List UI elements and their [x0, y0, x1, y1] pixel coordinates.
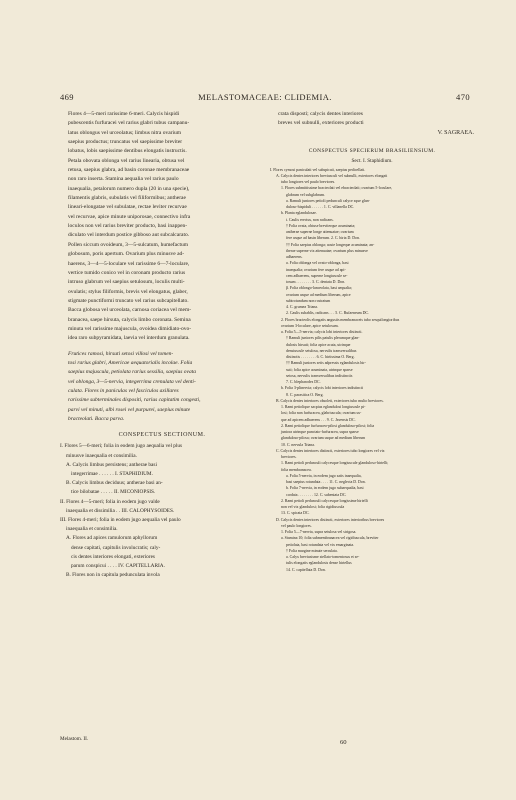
species-key-line: dulosis hirsuti; folia apice acuta, utrinque [286, 342, 351, 347]
species-key-line: therae superne vix attenuatae; ovarium plus minusve [286, 248, 368, 253]
signature-mark: Melastom. II. [60, 736, 89, 742]
species-key-line: setosa, nervulis transversalibus indistinctis [286, 373, 353, 378]
section-key-line: tice bilobatae . . . . . II. MICONIOPSIS. [71, 489, 156, 496]
continued-key [270, 110, 474, 129]
species-key-line: D. Calycis dentes interiores distincti, exteriores interioribus breviores [276, 517, 385, 522]
species-key-line: antherae superne longe attenuatae; ovarium [286, 230, 354, 235]
section-key-line: parum conspicui . . . . IV. CAPITELLARIA. [71, 562, 165, 569]
species-key-line: b. Folia 3-plinervia; calycis lobi interiores indistincti [281, 386, 364, 391]
species-key-line: β. Folia oblongo-lanceolata, basi aequalia; [286, 286, 352, 291]
species-key-line: 1. Folia 5—7-nervia, supra setulosa vel strigosa. [281, 530, 357, 535]
section-key-line: B. Flores non in capitula pedunculata invola [66, 572, 160, 579]
species-key-line: I. Flores cymosi paniculati vel subspicati, saepius pedicellati. [270, 167, 366, 172]
section-key-line: II. Flores 4—5-meri; folia in eodem jugo valde [60, 498, 160, 505]
section-key-line: cis dentes interiores elongati, exteriores [71, 553, 155, 560]
paragraph-line: Pollen siccum ovoideum, 3—5-sulcatum, humefactum [68, 241, 189, 248]
conspectus-sectionum-heading: CONSPECTUS SECTIONUM. [118, 432, 206, 439]
species-key-line: a. Ramuli juniores petioli pedunculi calyce sque glan- [286, 198, 370, 203]
running-title: MELASTOMACEAE: CLIDEMIA. [198, 92, 332, 102]
left-column [60, 110, 264, 580]
section-key-line: III. Flores 4-meri; folia in eodem jugo aequalia vel paulo [60, 516, 181, 523]
section-key-line: integerrimae . . . . . . I. STAPHIDIUM. [71, 470, 153, 477]
paragraph-line: saepius majuscula, petiolata rarius sessilia, saepius ovata [68, 369, 197, 376]
species-key-line: vel paulo longiores. [281, 523, 312, 528]
species-key-line: †† Folia saepius oblonga; acute longeque acuminata; an- [286, 242, 375, 247]
paragraph-line: minuta vel rarissime majuscula, ovoidea dimidiato-ovo- [68, 325, 192, 332]
paragraph-line: Flores 4—5-meri rarissime 6-meri. Calycis hispidi [68, 111, 180, 117]
species-key-line: 2. Rami petioli pedunculi calycesque longissime hirtelli [281, 498, 368, 503]
paragraph-line: tosi rarius glabri, Americae aequatorialis incolae. Folia [68, 359, 193, 366]
species-key-line: fere usque ad basin liberum. 2. C. hirta D. Don. [286, 236, 360, 241]
paragraph-line: parvi vel minuti, albi rosei vel purpurei, saepius minute [68, 406, 191, 413]
species-key-line: †† Ramuli juniores setis adpressis eglandulosis hir- [286, 361, 366, 366]
species-key-line: folia membranacea. [281, 467, 312, 472]
genus-description [60, 110, 264, 344]
running-header [60, 92, 470, 104]
paragraph-line: ovulatis; stylus filiformis, brevis vel elongatus, glaber, [68, 288, 188, 295]
section-key-line: dense capitati, capitulis involucratis; caly- [71, 544, 161, 551]
page-number-left: 469 [60, 92, 74, 102]
section-key-line: A. Calycis limbus persistens; antherae basi [66, 461, 157, 468]
paragraph-line: filamentis glabris, subulatis vel filiformibus; antherae [68, 195, 186, 202]
species-key-line: inaequalia; ovarium fere usque ad api- [286, 267, 346, 272]
paragraph-line: diculato vel interdum postice gibboso aut subcalcarato. [68, 232, 190, 239]
paragraph-line: Frutices ramosi, hirsuti setosi villosi vel tomen- [68, 350, 174, 357]
species-key-line: † Folia margine minute serrulata. [286, 548, 338, 553]
species-key-line: ovarium usque ad medium liberum, apice [286, 292, 351, 297]
species-key-line: non vel vix glandulosi; folia rigidiuscula [281, 505, 345, 510]
species-key-line: 14. C. capitellata D. Don. [286, 567, 326, 572]
paragraph-line: bracteolati. Bacca parva. [68, 416, 125, 422]
species-key-line: juniora utrinque punctato-furfuracea, supra sparse [281, 430, 359, 435]
species-key-line: adhaerens. [286, 255, 303, 260]
species-key [270, 167, 474, 573]
species-key-line: 13. C. spicata DC. [281, 511, 310, 516]
species-key-line: duloso-hispiduli . . . . . . 1. C. villanella DC. [286, 205, 355, 210]
species-key-line: B. Calycis dentes interiores obsoleti, exteriores tubo multo breviores. [276, 398, 384, 403]
species-key-line: 4. C. grumea Triana. [286, 305, 318, 310]
right-column [270, 110, 474, 573]
species-key-line: C. Calycis dentes interiores distincti, exteriores tubo longiores vel vix [276, 448, 385, 453]
species-key-line: tulis elongatis eglandulosis dense hirtellus [286, 561, 352, 566]
section-key-line: inaequalia et consimilia. [66, 526, 118, 533]
species-key-line: 2. Flores bracteolis elongatis angustis membranaceis tubo sesquilongioribus [281, 317, 400, 322]
paragraph-line: Petala obovata oblonga vel rarius linearia, obtusa vel [68, 157, 185, 164]
paragraph-line: saepius productus; truncatus vel saepissime breviter [68, 139, 183, 146]
species-key-line: tosum . . . . . . . . 3. C. dentata D. Don. [286, 280, 346, 285]
paragraph-line: retusa, saepius glabra, ad basin coronae membranaceae [68, 167, 190, 174]
key-line: crata disposti; calycis dentes interiores [278, 111, 363, 117]
section-key-line: I. Flores 5—6-meri; folia in eodem jugo aequalia vel plus [60, 443, 183, 450]
section-key-line: inaequalia et dissimilia . . III. CALOPHYSOIDES. [66, 507, 175, 514]
paragraph-line: Bacca globosa vel urceolata, carnosa coriacea vel mem- [68, 307, 192, 314]
paragraph-line: culata. Flores in paniculas vel fasciculos axillares [68, 387, 179, 394]
species-key-line: a. Folia 5—5-nervia; calycis lobi interiores distincti. [281, 330, 363, 335]
species-key-line: i. Caulis erectus, non radicans. [286, 217, 334, 222]
species-key-line: losi; folia non furfuracea, glabriuscula; ovarium us- [281, 411, 362, 416]
habit-description [60, 350, 264, 425]
paragraph-line: vel oblonga, 3—5-nervia, integerrima crenulata vel denti- [68, 378, 196, 385]
key-line: breves vel subnulli, exteriores producti [278, 120, 364, 127]
species-key-line: † Ramuli juniores pilis patulis plerumque glan- [286, 336, 360, 341]
species-key-line: a. Folia 5-nervia, in eodem jugo satis inaequalia, [286, 473, 362, 478]
section-key-line: A. Flores ad apices ramulorum aphyllorum [66, 535, 158, 542]
species-key-line: distinctis . . . . . . . . 6. C. hirtissima O. Berg. [286, 355, 355, 360]
paragraph-line: lobatus, lobis saepissime dentibus elongatis instructis. [68, 148, 187, 155]
section-key-line: minusve inaequalia et consimilia. [66, 452, 137, 459]
paragraph-line: haerens, 3—4—5-loculare vel rarissime 6—7-loculare, [68, 260, 190, 267]
species-key-line: 1. Flores submittissime bracteolati vel ebracteolati; ovarium 5-loculare, [281, 186, 393, 191]
species-key-line: que ad apicem adhaerens . . . 9. C. Javensis DC. [281, 417, 356, 422]
paragraph-line: vertice tumido conico vel in coronam producto rarius [68, 269, 186, 276]
species-key-line: 2. Caulis subablis, radicans . . . 5. C. Rufaeneum DC. [286, 311, 369, 316]
paragraph-line: latus oblongus vel urceolatus; limbus nitra ovarium [68, 129, 182, 136]
species-key-line: tubo longiores vel paulo breviores. [281, 180, 336, 185]
species-key-line: subtrotundum non rostratum [286, 298, 331, 303]
species-key-line: basi saepius rotundata . . . . 11. C. neglecta D. Don. [286, 480, 366, 485]
section-key [60, 442, 264, 580]
paragraph-line: loculos non vel rarius breviter producto, basi inappen- [68, 223, 188, 230]
paragraph-line: inaequalia, petalorum numero dupla (20 in una specie), [68, 185, 190, 192]
species-key-line: 1. Rami petiolique sacpius eglandulosi longiuscule pi- [281, 405, 366, 410]
section-title: Sect. I. Staphidium. [351, 157, 393, 164]
species-key-line: 8. C. parasitica O. Berg. [286, 392, 324, 397]
conspectus-specierum-heading: CONSPECTUS SPECIERUM BRASILIENSIUM. [308, 147, 436, 154]
section-name: V. SAGRAEA. [437, 129, 474, 136]
species-key-line: b. Planta eglandulosae. [281, 211, 317, 216]
species-key-line: petiolata, basi rotundata vel vix emarginata. [286, 542, 355, 547]
species-key-line: ovarium 3-loculare, apice setulosum. [281, 323, 339, 328]
paragraph-line: globosum, poris apertum. Ovarium plus minusve ad- [68, 251, 185, 258]
section-key-line: B. Calycis limbus deciduus; antherae basi an- [66, 480, 163, 487]
species-key-line: breviores. [281, 455, 297, 460]
page-number-right: 470 [456, 92, 470, 102]
species-key-line: a. Calyx breviusisme stellato-tomentosus et se- [286, 555, 360, 560]
species-key-line: A. Calycis dentes interiores breviusculi vel subnulli, exteriores elongati [276, 173, 388, 178]
paragraph-line: idea raro subpyramidata, laevia vel interdum granulata. [68, 335, 190, 342]
species-key-line: 2. Rami petiolique furfuraceo-pilosi glanduloso-pilosi; folia [281, 423, 375, 428]
species-key-line: 1. Rami petioli pedunculi calycesque longiuscule glanduloso-hirtelli; [281, 461, 389, 466]
paragraph-line: stigmate punctiformi truncato vel rarius subcapitellato. [68, 297, 189, 304]
species-key-line: cordata . . . . . . . . 12. C. subeniata DC. [286, 492, 347, 497]
paragraph-line: lineari-elongatae vel subulatae, rectae leviter recurvae [68, 204, 187, 211]
species-key-line: glanduloso-pilosa; ovarium usque ad medium liberum [281, 436, 366, 441]
sheet-number: 60 [340, 739, 347, 746]
species-key-line: a. Stamina 10; folia submembranacea vel rigidiuscula, breviter [281, 536, 379, 541]
species-key-line: suti; folia apice acuminata, utrinque sparse [286, 367, 353, 372]
species-key-line: glabrum vel subglabrum. [286, 192, 326, 197]
paragraph-line: branacea, saepe hirsuta, calycis limbo coronata. Semina [68, 316, 191, 323]
species-key-line: 7. C. blepharodes DC. [286, 380, 321, 385]
paragraph-line: intruso glabrum vel saepius setulosum, loculis multi- [68, 279, 185, 286]
species-key-line: † Folia ovata, obtuse breviterque acuminata; [286, 223, 356, 228]
paragraph-line: vel recurvae, apice minute uniporosae, connectivo infra [68, 213, 191, 220]
species-key-line: cem adhaerens, superne longiuscule se- [286, 273, 348, 278]
species-key-line: b. Folia 7-nervia, in eodem jugo subaequalia, basi [286, 486, 364, 491]
species-key-line: a. Folia oblonga vel ovato-oblonga, basi [286, 261, 349, 266]
species-key-line: densiuscule setulosa, nervulis transversalibus [286, 348, 357, 353]
paragraph-line: pubescentis furfuracei vel rarius glabri tubus campanu- [68, 120, 190, 127]
paragraph-line: non raro inserta. Stamina aequalia vel rarius paulo [68, 176, 179, 183]
species-key-line: 10. C. nervula Triana. [281, 442, 315, 447]
paragraph-line: rarissime subterminales dispositi, rarius capitatim congesti, [68, 397, 201, 404]
